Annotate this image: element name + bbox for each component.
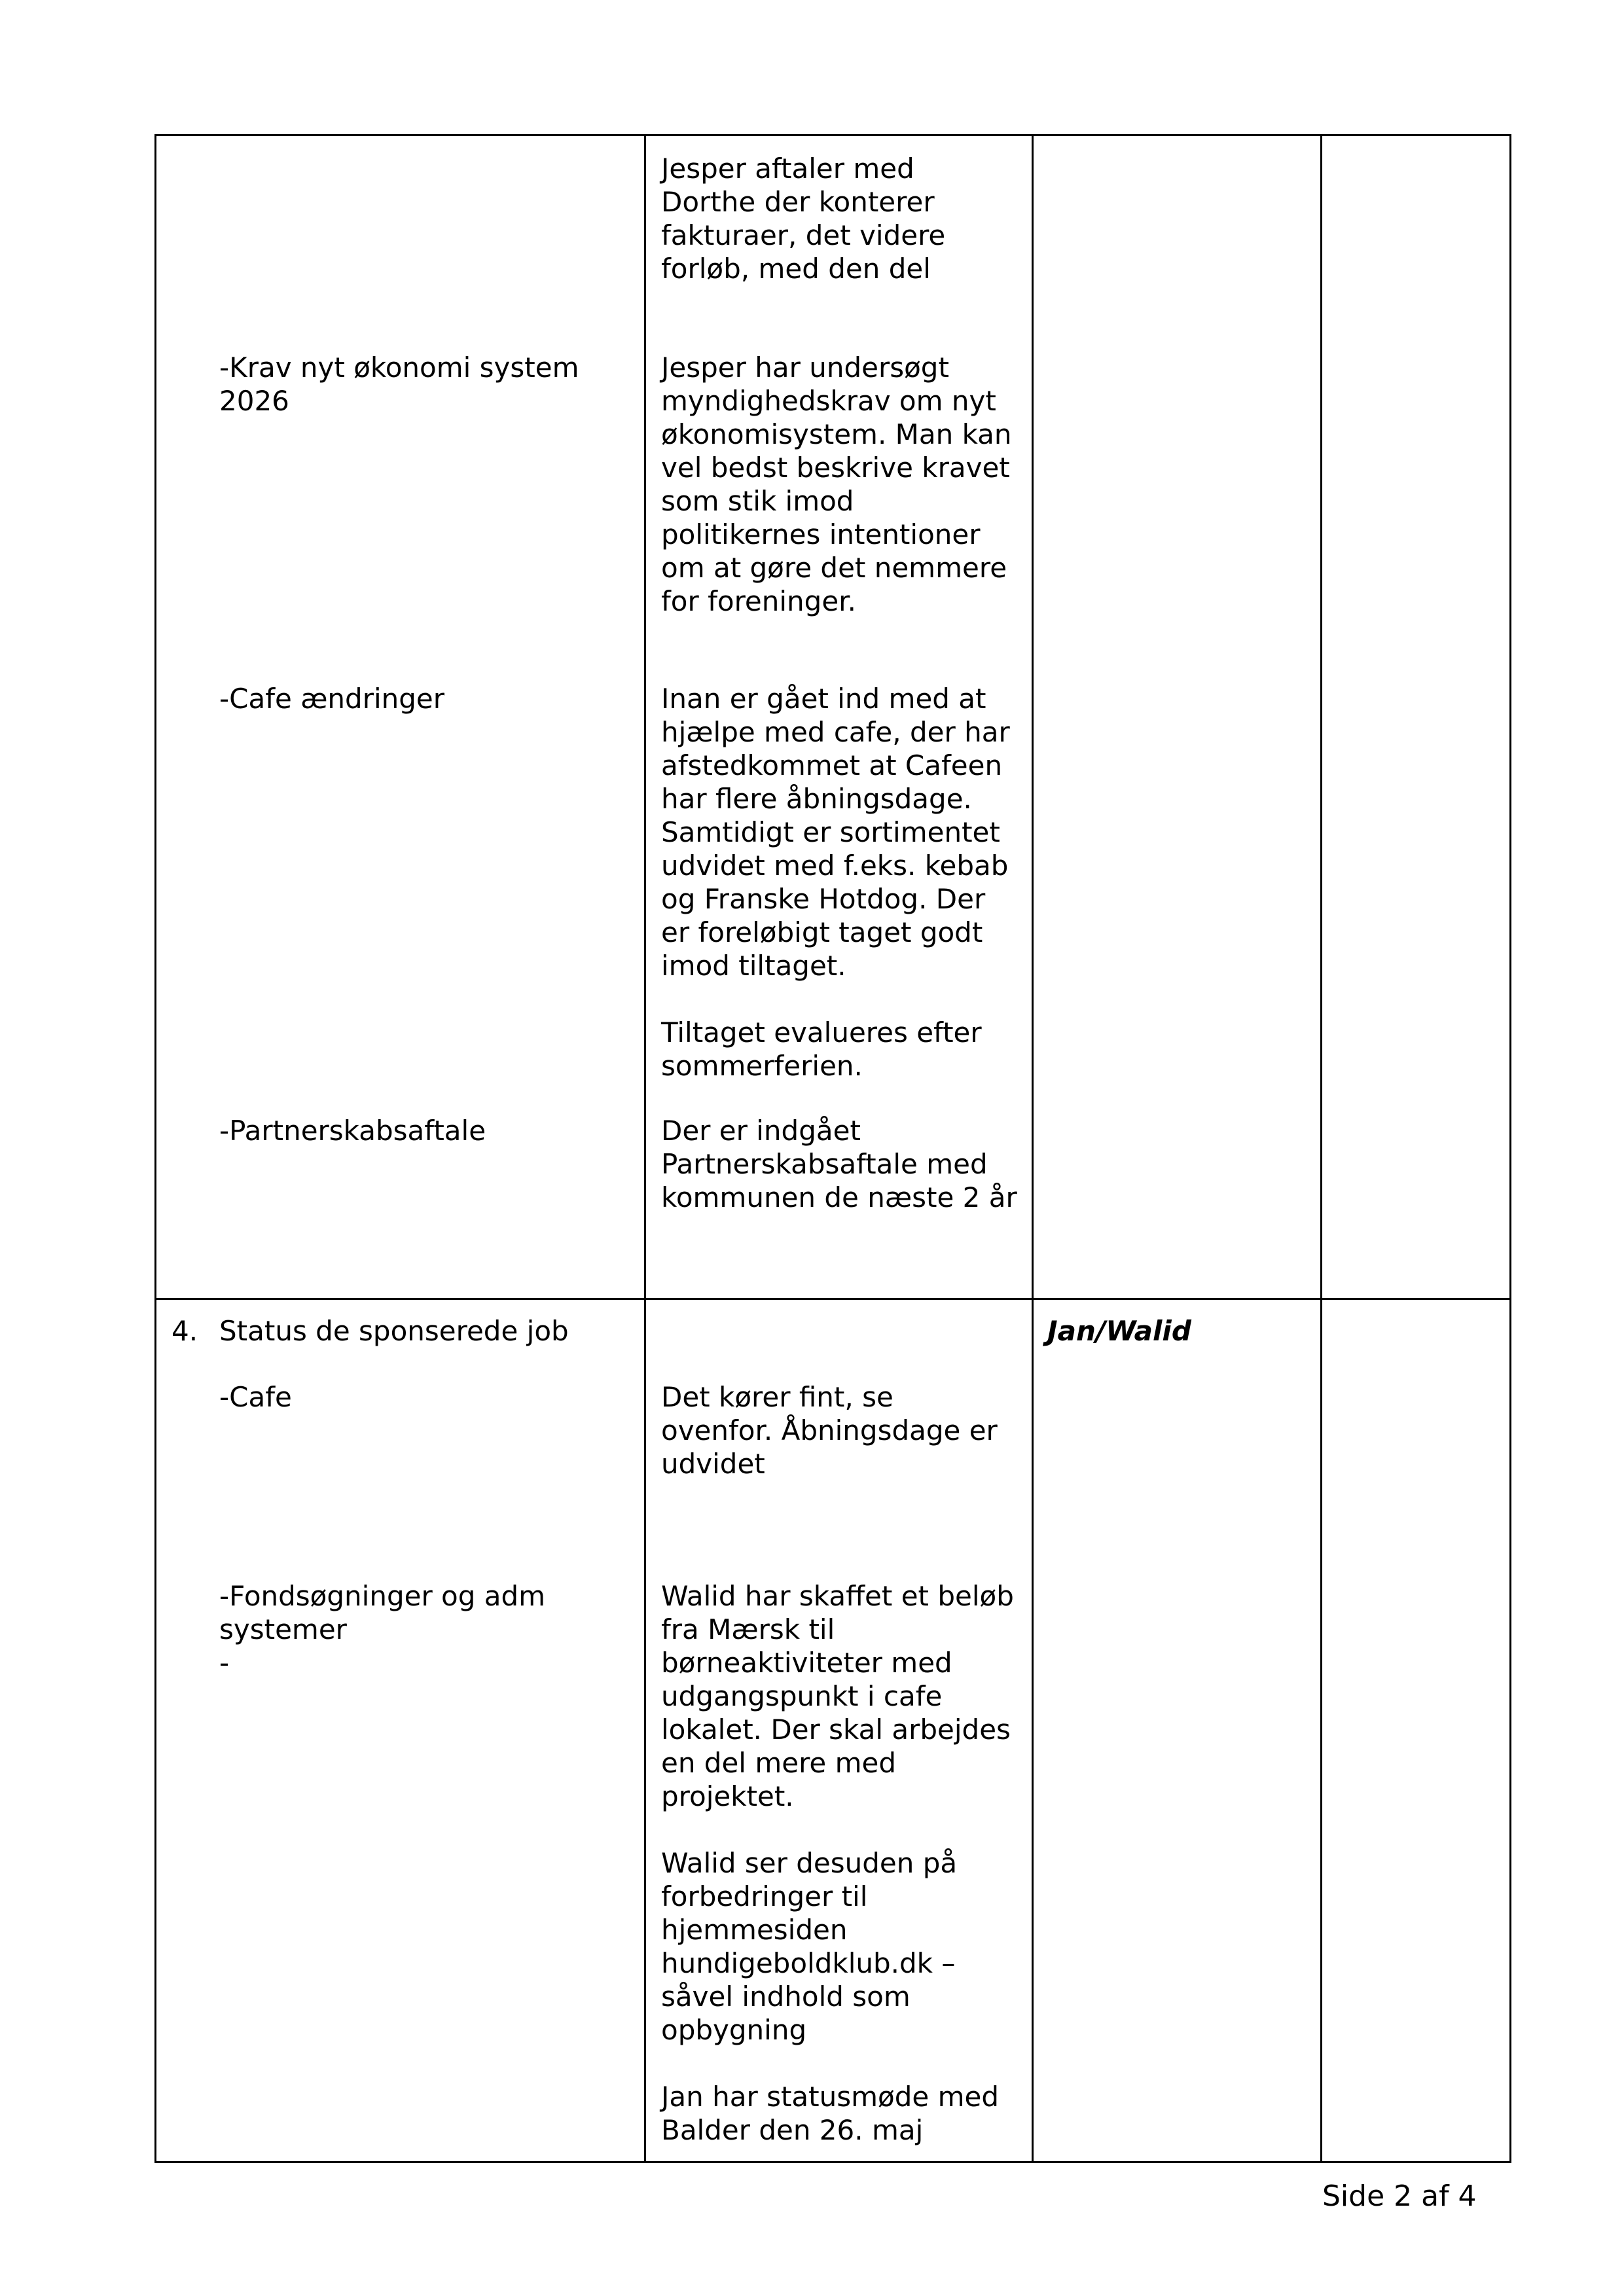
agenda-item-heading: Status de sponserede job: [219, 1315, 569, 1347]
column-divider-3: [1320, 134, 1322, 2163]
column-divider-1: [644, 134, 646, 2163]
note-text: Jesper har undersøgt myndighedskrav om nyt økonomisystem. Man kan vel bedst beskrive kravet som stik imod politikernes intentioner om at gøre det nemmere for foreninger.: [661, 351, 1012, 617]
note-text: Inan er gået ind med at hjælpe med cafe, der har afstedkommet at Cafeen har flere åbningsdage. Samtidigt er sortimentet udvidet med f.eks. kebab og Franske Hotdog. Der er foreløbigt taget godt imod tiltaget. Tiltaget evalueres efter sommerferien.: [661, 683, 1010, 1082]
note-text: Det kører fint, se ovenfor. Åbningsdage er udvidet: [661, 1381, 998, 1480]
page-number: Side 2 af 4: [1322, 2179, 1477, 2213]
topic-label: -Fondsøgninger og adm systemer -: [219, 1580, 546, 1679]
agenda-item-number: 4.: [171, 1315, 198, 1347]
row-divider: [154, 1298, 1511, 1300]
topic-label: -Partnerskabsaftale: [219, 1115, 486, 1147]
note-text: Walid har skaffet et beløb fra Mærsk til børneaktiviteter med udgangspunkt i cafe lokalet. Der skal arbejdes en del mere med projektet. Walid ser desuden på forbedringer til hjemmesiden hundigeboldklub.dk – såvel indhold som opbygning Jan har statusmøde med Balder den 26. maj: [661, 1580, 1014, 2146]
responsible-label: Jan/Walid: [1047, 1315, 1191, 1347]
topic-label: -Cafe: [219, 1381, 292, 1413]
note-text: Jesper aftaler med Dorthe der konterer fakturaer, det videre forløb, med den del: [661, 152, 946, 285]
topic-label: -Krav nyt økonomi system 2026: [219, 351, 579, 417]
column-divider-2: [1032, 134, 1034, 2163]
topic-label: -Cafe ændringer: [219, 683, 445, 715]
note-text: Der er indgået Partnerskabsaftale med kommunen de næste 2 år: [661, 1115, 1017, 1213]
